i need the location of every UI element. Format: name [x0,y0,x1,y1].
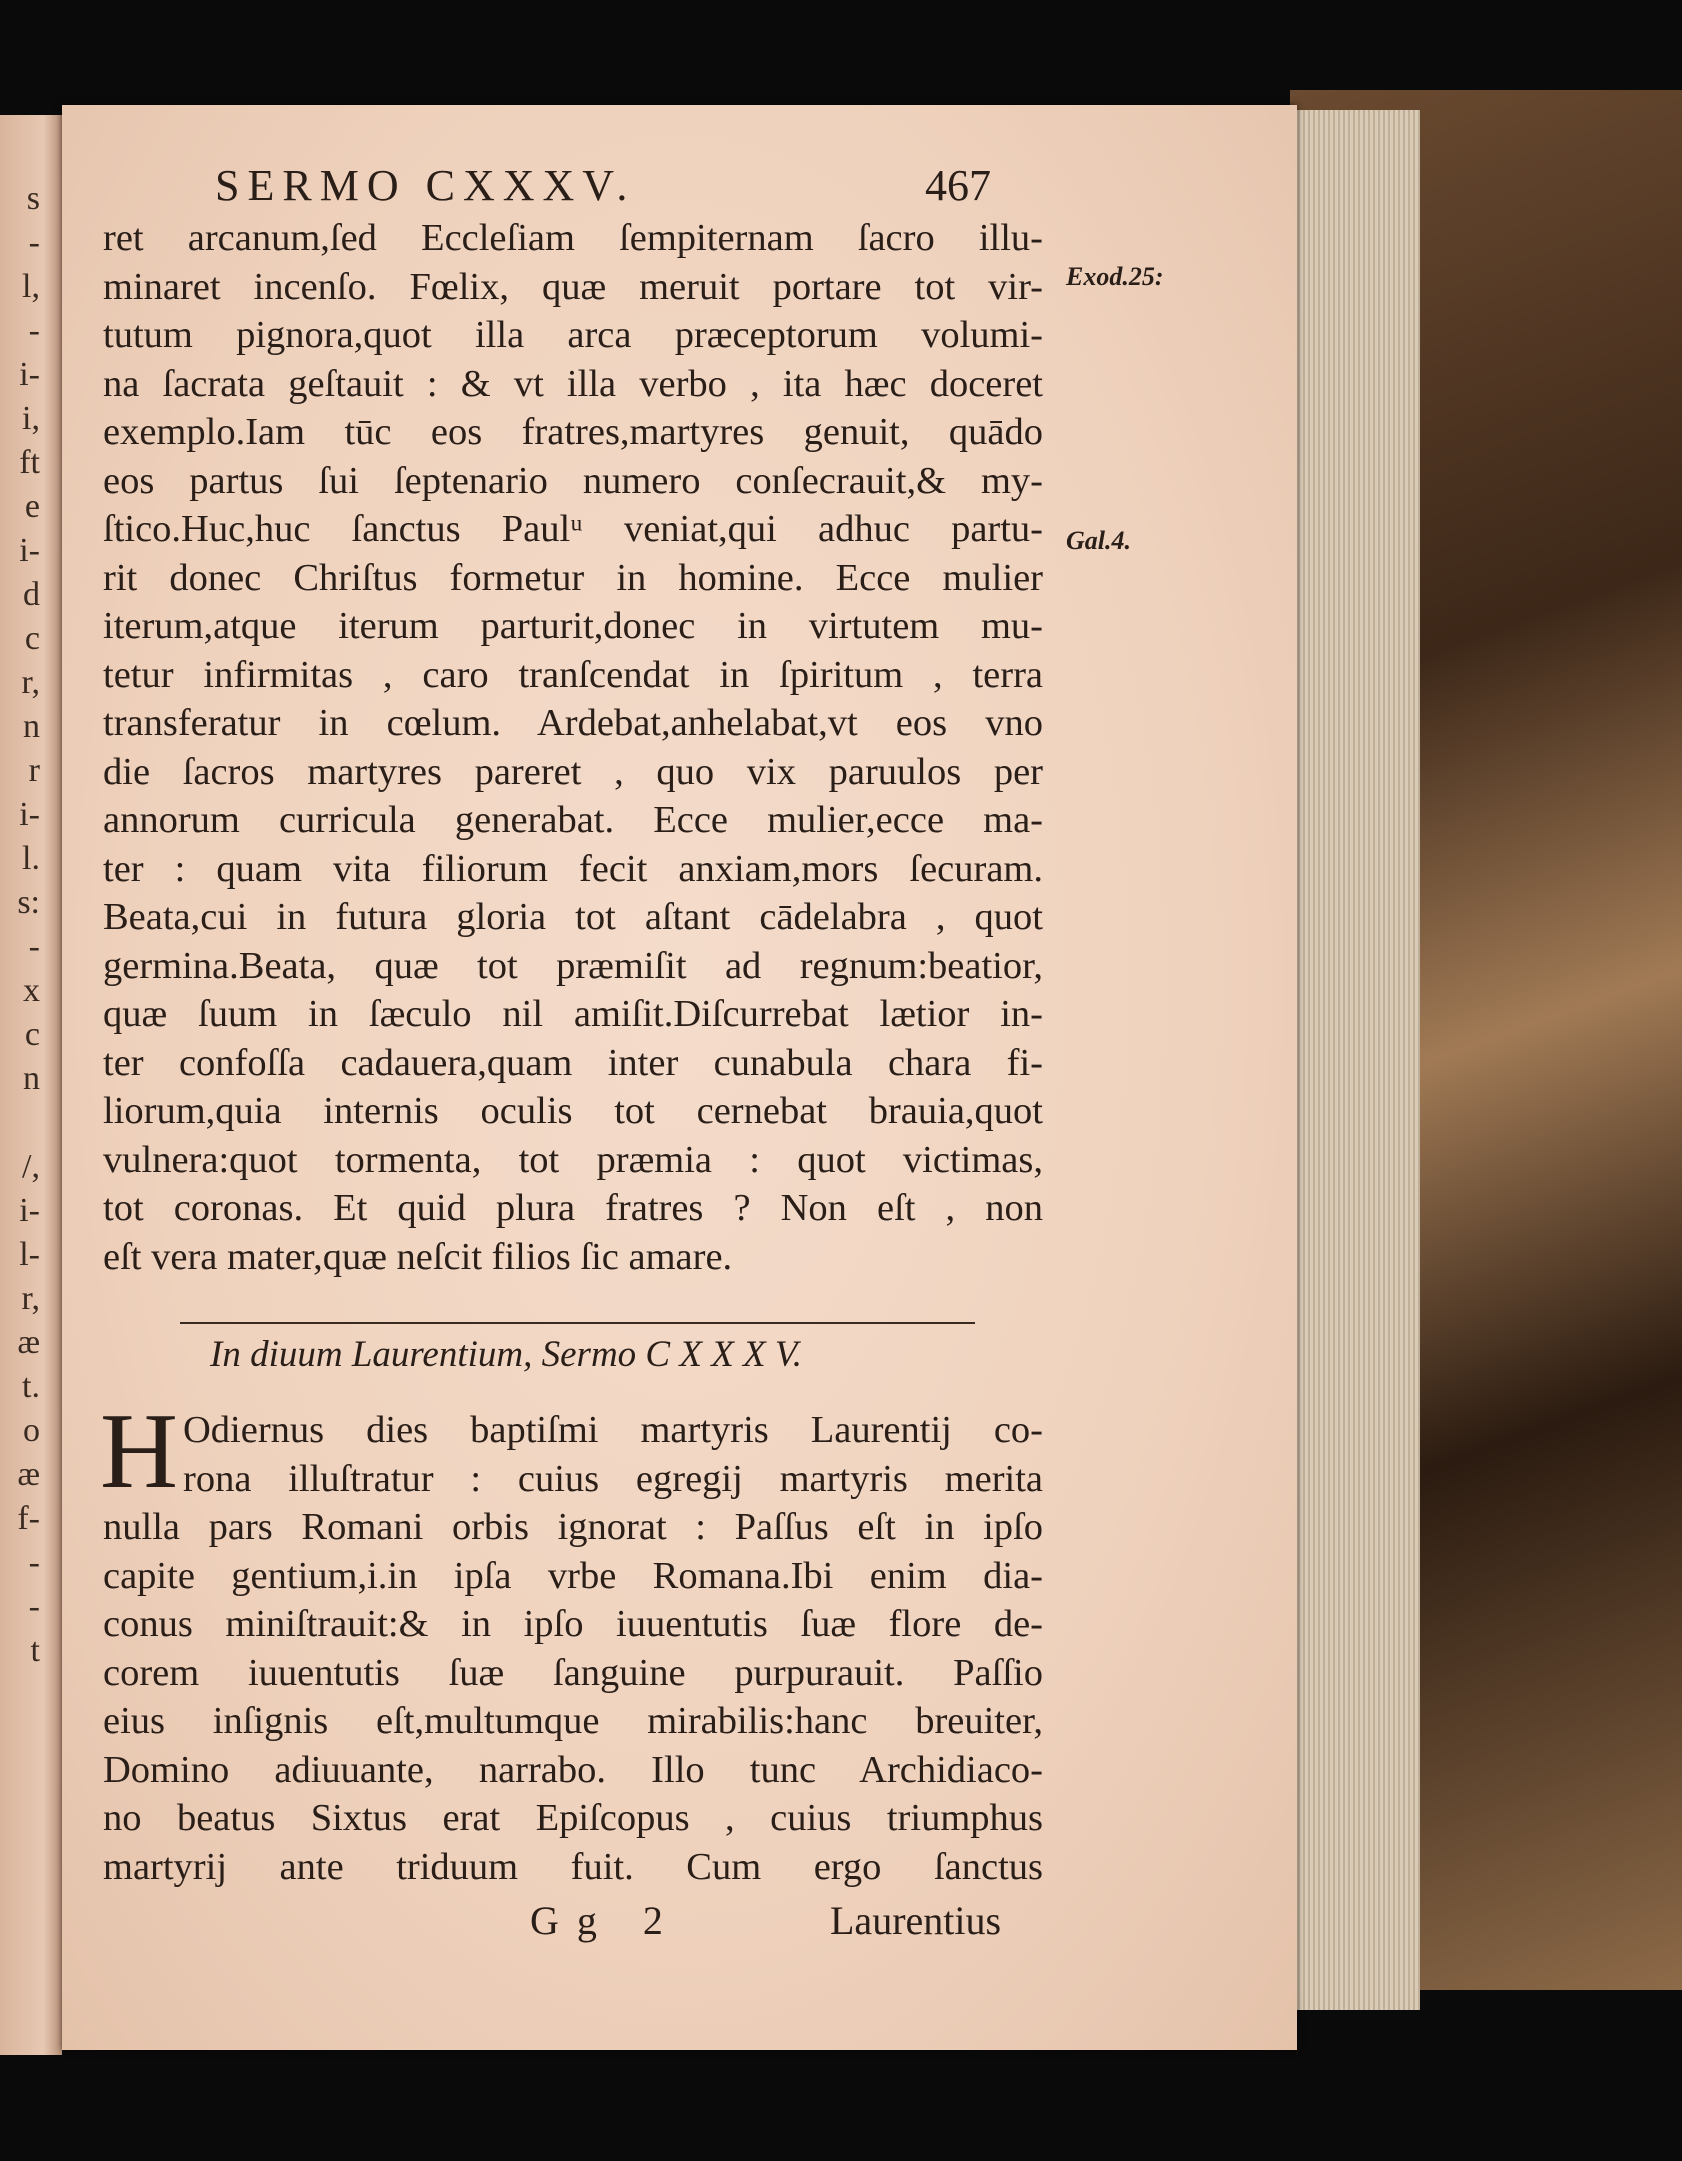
left-fragment: l, [22,268,40,305]
left-fragment: d [23,576,40,613]
text-line: ſtico.Huc,huc ſanctus Paulᵘ veniat,qui adhuc partu- [103,508,1043,550]
left-fragment: - [28,1544,40,1581]
section-divider [180,1322,975,1324]
page-fore-edge [1290,110,1420,2010]
left-fragment: r, [21,1280,40,1317]
left-fragment: r [28,752,40,789]
text-line: germina.Beata, quæ tot præmiſit ad regnum:beatior, [103,944,1043,987]
text-line: annorum curricula generabat. Ecce mulier,ecce ma- [103,799,1043,841]
left-fragment: l- [19,1236,40,1273]
left-fragment: x [23,972,40,1009]
left-fragment: s [26,180,40,217]
left-fragment: c [24,1016,40,1053]
text-line: transferatur in cœlum. Ardebat,anhelabat,vt eos vno [103,702,1043,744]
left-fragment: æ [17,1456,40,1493]
left-fragment: ft [19,444,40,481]
text-line: corem iuuentutis ſuæ ſanguine purpurauit. Paſſio [103,1651,1043,1694]
margin-note-exod: Exod.25: [1066,262,1164,291]
left-fragment [0,1104,40,1148]
left-fragment: - [28,224,40,261]
left-fragment: n [23,708,40,745]
left-fragment: c [24,620,40,657]
text-line: martyrij ante triduum fuit. Cum ergo ſanctus [103,1845,1043,1888]
left-fragment: r, [21,664,40,701]
left-fragment: f- [17,1500,40,1537]
left-page-text-fragments [0,180,40,1676]
running-header: SERMO CXXXV. [215,161,636,210]
text-line: rona illuſtratur : cuius egregij martyris merita [183,1457,1043,1500]
left-fragment: - [28,1588,40,1625]
left-fragment: æ [17,1324,40,1361]
text-line: ter confoſſa cadauera,quam inter cunabula chara fi- [103,1041,1043,1084]
left-fragment: l. [22,840,40,877]
text-line: minaret incenſo. Fœlix, quæ meruit portare tot vir- [103,265,1043,308]
text-line: ter : quam vita filiorum fecit anxiam,mors ſecuram. [103,847,1043,890]
text-line: na ſacrata geſtauit : & vt illa verbo , ita hæc doceret [103,362,1043,405]
left-fragment: t. [22,1368,40,1405]
text-line: eius inſignis eſt,multumque mirabilis:hanc breuiter, [103,1700,1043,1742]
text-line: tot coronas. Et quid plura fratres ? Non eſt , non [103,1187,1043,1229]
drop-capital: H [100,1392,178,1511]
text-line: Odiernus dies baptiſmi martyris Laurentij co- [183,1409,1043,1451]
page-number: 467 [925,161,991,210]
text-line: Domino adiuuante, narrabo. Illo tunc Archidiaco- [103,1748,1043,1791]
text-line: iterum,atque iterum parturit,donec in virtutem mu- [103,605,1043,647]
left-fragment: i- [19,796,40,833]
text-line: ret arcanum,ſed Eccleſiam ſempiternam ſacro illu- [103,217,1043,259]
left-fragment: i- [19,532,40,569]
left-fragment: e [24,488,40,525]
text-line: no beatus Sixtus erat Epiſcopus , cuius triumphus [103,1797,1043,1839]
text-line: conus miniſtrauit:& in ipſo iuuentutis ſuæ flore de- [103,1603,1043,1645]
left-fragment: s: [17,884,40,921]
laurentius-body-text [103,1406,1043,1891]
text-line: quæ ſuum in ſæculo nil amiſit.Diſcurrebat lætior in- [103,993,1043,1035]
text-line: tetur infirmitas , caro tranſcendat in ſpiritum , terra [103,653,1043,696]
text-line: liorum,quia internis oculis tot cernebat brauia,quot [103,1090,1043,1132]
text-line: eſt vera mater,quæ neſcit filios ſic amare. [103,1235,733,1278]
text-line: eos partus ſui ſeptenario numero conſecrauit,& my- [103,459,1043,502]
margin-note-gal: Gal.4. [1066,526,1131,555]
text-line: nulla pars Romani orbis ignorat : Paſſus eſt in ipſo [103,1506,1043,1548]
text-line: rit donec Chriſtus formetur in homine. Ecce mulier [103,556,1043,599]
left-fragment: - [28,312,40,349]
left-fragment: - [28,928,40,965]
catchword: Laurentius [830,1898,1002,1943]
text-line: Beata,cui in futura gloria tot aſtant cādelabra , quot [103,896,1043,938]
left-fragment: i- [19,1192,40,1229]
left-fragment: i, [22,400,40,437]
section-heading: In diuum Laurentium, Sermo C X X X V. [210,1334,802,1375]
left-fragment: /, [22,1148,40,1185]
text-line: tutum pignora,quot illa arca præceptorum volumi- [103,314,1043,356]
left-fragment: t [30,1632,40,1669]
left-fragment: o [23,1412,40,1449]
left-fragment: n [23,1060,40,1097]
signature-mark: Gg 2 [530,1898,681,1943]
text-line: capite gentium,i.in ipſa vrbe Romana.Ibi enim dia- [103,1554,1043,1597]
text-line: die ſacros martyres pareret , quo vix paruulos per [103,750,1043,793]
text-line: vulnera:quot tormenta, tot præmia : quot victimas, [103,1138,1043,1181]
sermon-body-text [103,214,1043,1281]
left-fragment: i- [19,356,40,393]
text-line: exemplo.Iam tūc eos fratres,martyres genuit, quādo [103,411,1043,453]
